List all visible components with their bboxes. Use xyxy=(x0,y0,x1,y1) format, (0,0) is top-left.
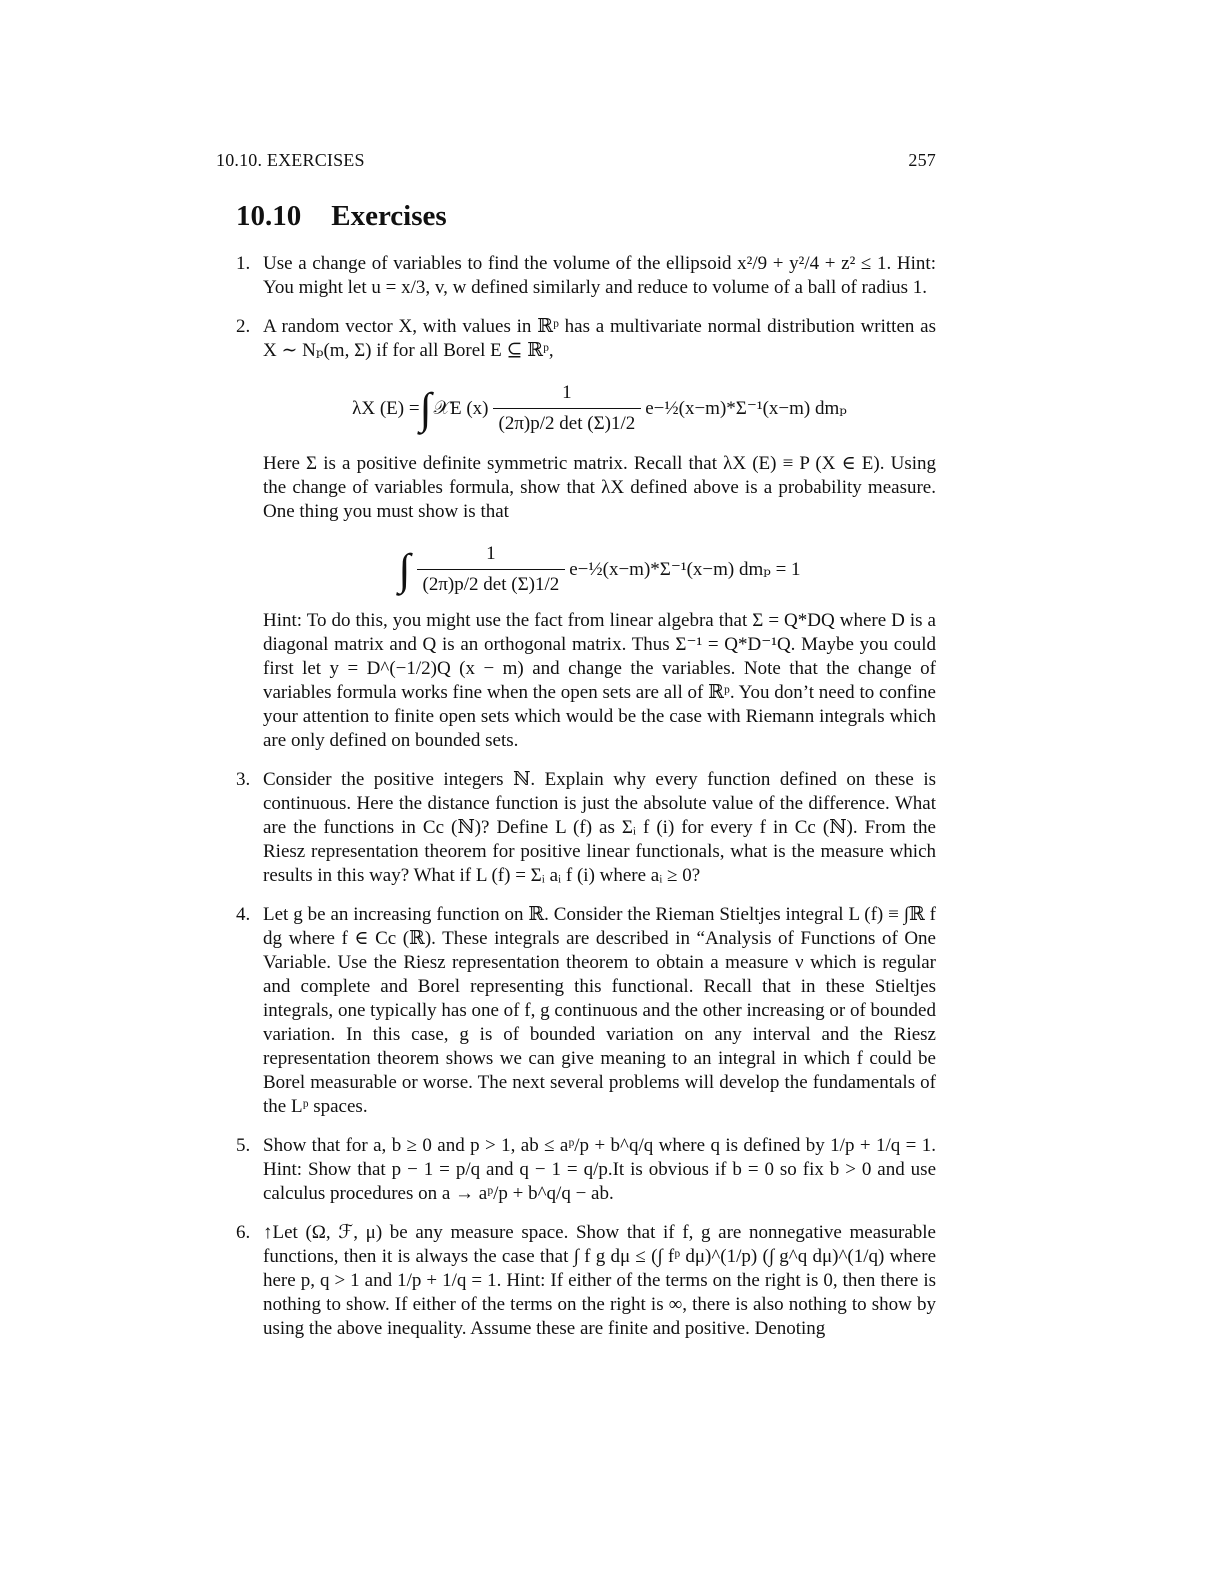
eq1-fraction xyxy=(493,381,642,436)
integral-sign: ∫ xyxy=(419,383,432,433)
eq2-fraction xyxy=(417,542,566,597)
exercise-text: Consider the positive integers ℕ. Explain why every function defined on these is continuous. Here the distance function is just the absolute value of the difference. What are the functions in Cc (ℕ)? Define L (f) as Σᵢ f (i) for every f in Cc (ℕ). From the Riesz representation theorem for positive linear functionals, what is the measure which results in this way? What if L (f) = Σᵢ aᵢ f (i) where aᵢ ≥ 0? xyxy=(263,769,936,886)
exercise-text: Use a change of variables to find the volume of the ellipsoid x²/9 + y²/4 + z² ≤ 1. Hint: You might let u = x/3, v, w defined similarly and reduce to volume of a ball of radius 1. xyxy=(263,253,936,298)
exercise-hint: Hint: To do this, you might use the fact from linear algebra that Σ = Q*DQ where D is a diagonal matrix and Q is an orthogonal matrix. Thus Σ⁻¹ = Q*D⁻¹Q. Maybe you could first let y = D^(−1/2)Q (x − m) and change the variables. Note that the change of variables formula works fine when the open sets are all of ℝᵖ. You don’t need to confine your attention to finite open sets which would be the case with Riemann integrals which are only defined on bounded sets. xyxy=(263,610,936,751)
integral-sign: ∫ xyxy=(398,544,411,594)
eq2-rest: e−½(x−m)*Σ⁻¹(x−m) dmₚ = 1 xyxy=(569,558,801,580)
eq2-denominator: (2π)p/2 det (Σ)1/2 xyxy=(417,569,566,597)
section-label: Exercises xyxy=(331,200,447,232)
page-number: 257 xyxy=(908,150,936,170)
section-title xyxy=(236,200,447,233)
exercise-number: 5. xyxy=(236,1135,251,1156)
section-number: 10.10 xyxy=(236,200,302,232)
exercise-2 xyxy=(236,315,936,753)
running-head-section: 10.10. EXERCISES xyxy=(216,150,365,170)
running-head xyxy=(216,150,936,171)
exercise-text: Let g be an increasing function on ℝ. Consider the Rieman Stieltjes integral L (f) ≡ ∫ℝ f dg where f ∈ Cc (ℝ). These integrals are described in “Analysis of Functions of One Variable. Use the Riesz representation theorem to obtain a measure ν which is regular and complete and Borel representing this functional. Recall that in these Stieltjes integrals, one typically has one of f, g continuous and the other increasing or of bounded variation. In this case, g is of bounded variation on any interval and the Riesz representation theorem shows we can give meaning to an integral in which f could be Borel measurable or worse. The next several problems will develop the fundamentals of the Lᵖ spaces. xyxy=(263,904,936,1117)
exercise-number: 4. xyxy=(236,904,251,925)
eq1-denominator: (2π)p/2 det (Σ)1/2 xyxy=(493,408,642,436)
eq1-integrand: 𝒳E (x) xyxy=(433,397,489,419)
exercise-number: 3. xyxy=(236,769,251,790)
exercise-3 xyxy=(236,768,936,888)
eq1-lhs: λX (E) = xyxy=(352,397,420,419)
exercise-middle: Here Σ is a positive definite symmetric matrix. Recall that λX (E) ≡ P (X ∈ E). Using the change of variables formula, show that λX defined above is a probability measure. One thing you must show is that xyxy=(263,453,936,522)
exercise-5 xyxy=(236,1134,936,1206)
exercise-number: 2. xyxy=(236,316,251,337)
exercise-number: 6. xyxy=(236,1222,251,1243)
display-equation-1 xyxy=(263,381,936,436)
exercise-text: Show that for a, b ≥ 0 and p > 1, ab ≤ aᵖ/p + b^q/q where q is defined by 1/p + 1/q = 1. Hint: Show that p − 1 = p/q and q − 1 = q/p.It is obvious if b = 0 so fix b > 0 and use calculus procedures on a → aᵖ/p + b^q/q − ab. xyxy=(263,1135,936,1204)
eq1-exponential: e−½(x−m)*Σ⁻¹(x−m) dmₚ xyxy=(645,397,847,419)
exercise-4 xyxy=(236,903,936,1119)
exercise-1 xyxy=(236,252,936,300)
exercise-list xyxy=(236,252,936,1356)
eq2-numerator: 1 xyxy=(486,543,496,564)
exercise-6 xyxy=(236,1221,936,1341)
display-equation-2 xyxy=(263,542,936,597)
exercise-text: ↑Let (Ω, ℱ, μ) be any measure space. Show that if f, g are nonnegative measurable functions, then it is always the case that ∫ f g dμ ≤ (∫ fᵖ dμ)^(1/p) (∫ g^q dμ)^(1/q) where here p, q > 1 and 1/p + 1/q = 1. Hint: If either of the terms on the right is 0, then there is nothing to show. If either of the terms on the right is ∞, there is also nothing to show by using the above inequality. Assume these are finite and positive. Denoting xyxy=(263,1222,936,1339)
exercise-number: 1. xyxy=(236,253,251,274)
exercise-intro: A random vector X, with values in ℝᵖ has a multivariate normal distribution written as X ∼ Nₚ(m, Σ) if for all Borel E ⊆ ℝᵖ, xyxy=(263,316,936,361)
eq1-numerator: 1 xyxy=(562,382,572,403)
